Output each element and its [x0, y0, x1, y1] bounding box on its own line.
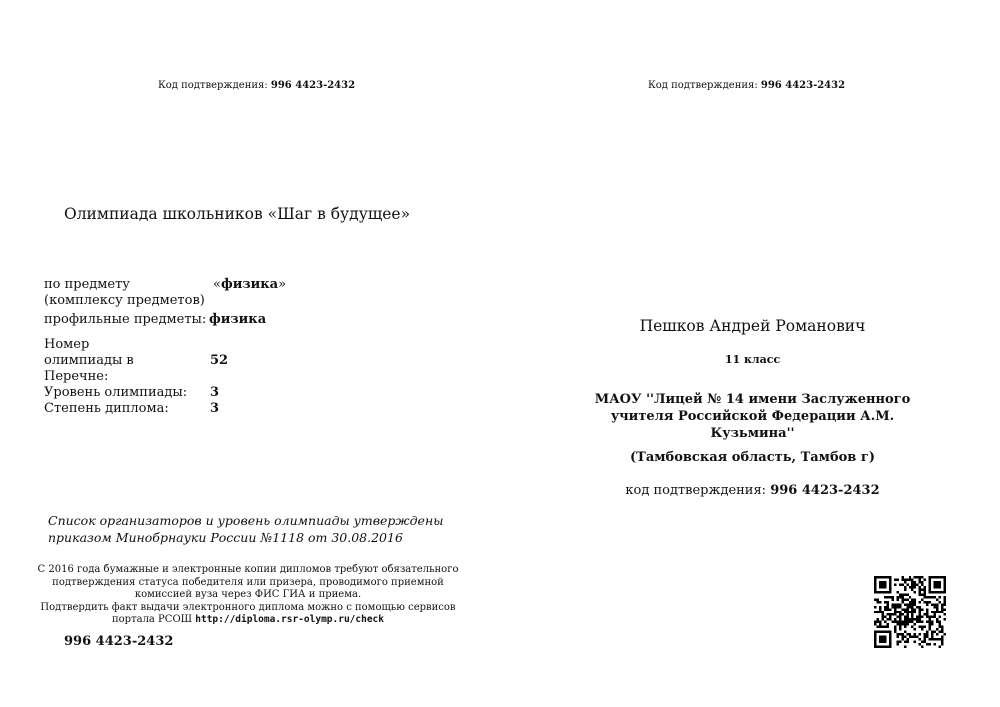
- confirmation-label: Код подтверждения:: [158, 80, 268, 91]
- info-value: физика: [209, 312, 267, 327]
- info-label: профильные предметы:: [44, 312, 207, 327]
- notice-paragraph-2: Подтвердить факт выдачи электронного диплома можно с помощью сервисов портала РСОШ: [40, 601, 456, 625]
- info-value: 52: [210, 353, 229, 368]
- check-url-link[interactable]: http://diploma.rsr-olymp.ru/check: [195, 614, 384, 625]
- olympiad-info-table-2: [44, 337, 228, 417]
- notice-paragraph: С 2016 года бумажные и электронные копии дипломов требуют обязательного подтверждения статуса победителя или призера, проводимого приемной комиссией вуза через ФИС ГИА и приема.: [37, 564, 459, 600]
- olympiad-title: Олимпиада школьников «Шаг в будущее»: [64, 205, 411, 223]
- info-label: Номер олимпиады в Перечне:: [44, 337, 134, 384]
- conf-label: код подтверждения:: [625, 483, 767, 498]
- school-name: МАОУ ''Лицей № 14 имени Заслуженного учителя Российской Федерации А.М. Кузьмина'': [594, 392, 911, 441]
- notice-block: [28, 564, 468, 627]
- student-name: Пешков Андрей Романович: [639, 317, 866, 335]
- confirmation-label: Код подтверждения:: [648, 80, 758, 91]
- order-text-line-1: Список организаторов и уровень олимпиады утверждены: [48, 513, 444, 528]
- student-grade: 11 класс: [724, 353, 781, 366]
- order-text: [48, 512, 443, 546]
- bottom-confirmation-code: 996 4423-2432: [64, 634, 174, 649]
- info-label: Степень диплома:: [44, 401, 169, 416]
- info-value: 3: [210, 401, 220, 416]
- info-row-number: [44, 337, 228, 385]
- olympiad-info-table: [44, 277, 286, 328]
- left-confirmation-header: [158, 80, 355, 91]
- right-confirmation-line: [590, 483, 915, 498]
- info-row-degree: [44, 401, 228, 417]
- info-row-subject: по предмету (комплексу предметов) «физика»: [44, 277, 287, 308]
- info-label: по предмету (комплексу предметов): [44, 277, 205, 308]
- info-row-profile: [44, 309, 286, 328]
- order-text-line-2: приказом Минобрнауки России №1118 от 30.08.2016: [48, 530, 403, 545]
- info-label: Уровень олимпиады:: [44, 385, 188, 400]
- region: (Тамбовская область, Тамбов г): [630, 450, 875, 465]
- info-value: 3: [210, 385, 220, 400]
- conf-code: 996 4423-2432: [770, 483, 880, 498]
- qr-code-icon: [874, 576, 946, 648]
- right-confirmation-header: [648, 80, 845, 91]
- confirmation-code: 996 4423-2432: [270, 80, 356, 91]
- info-row-level: [44, 385, 228, 401]
- confirmation-code: 996 4423-2432: [760, 80, 846, 91]
- info-value-subject: физика: [220, 277, 279, 292]
